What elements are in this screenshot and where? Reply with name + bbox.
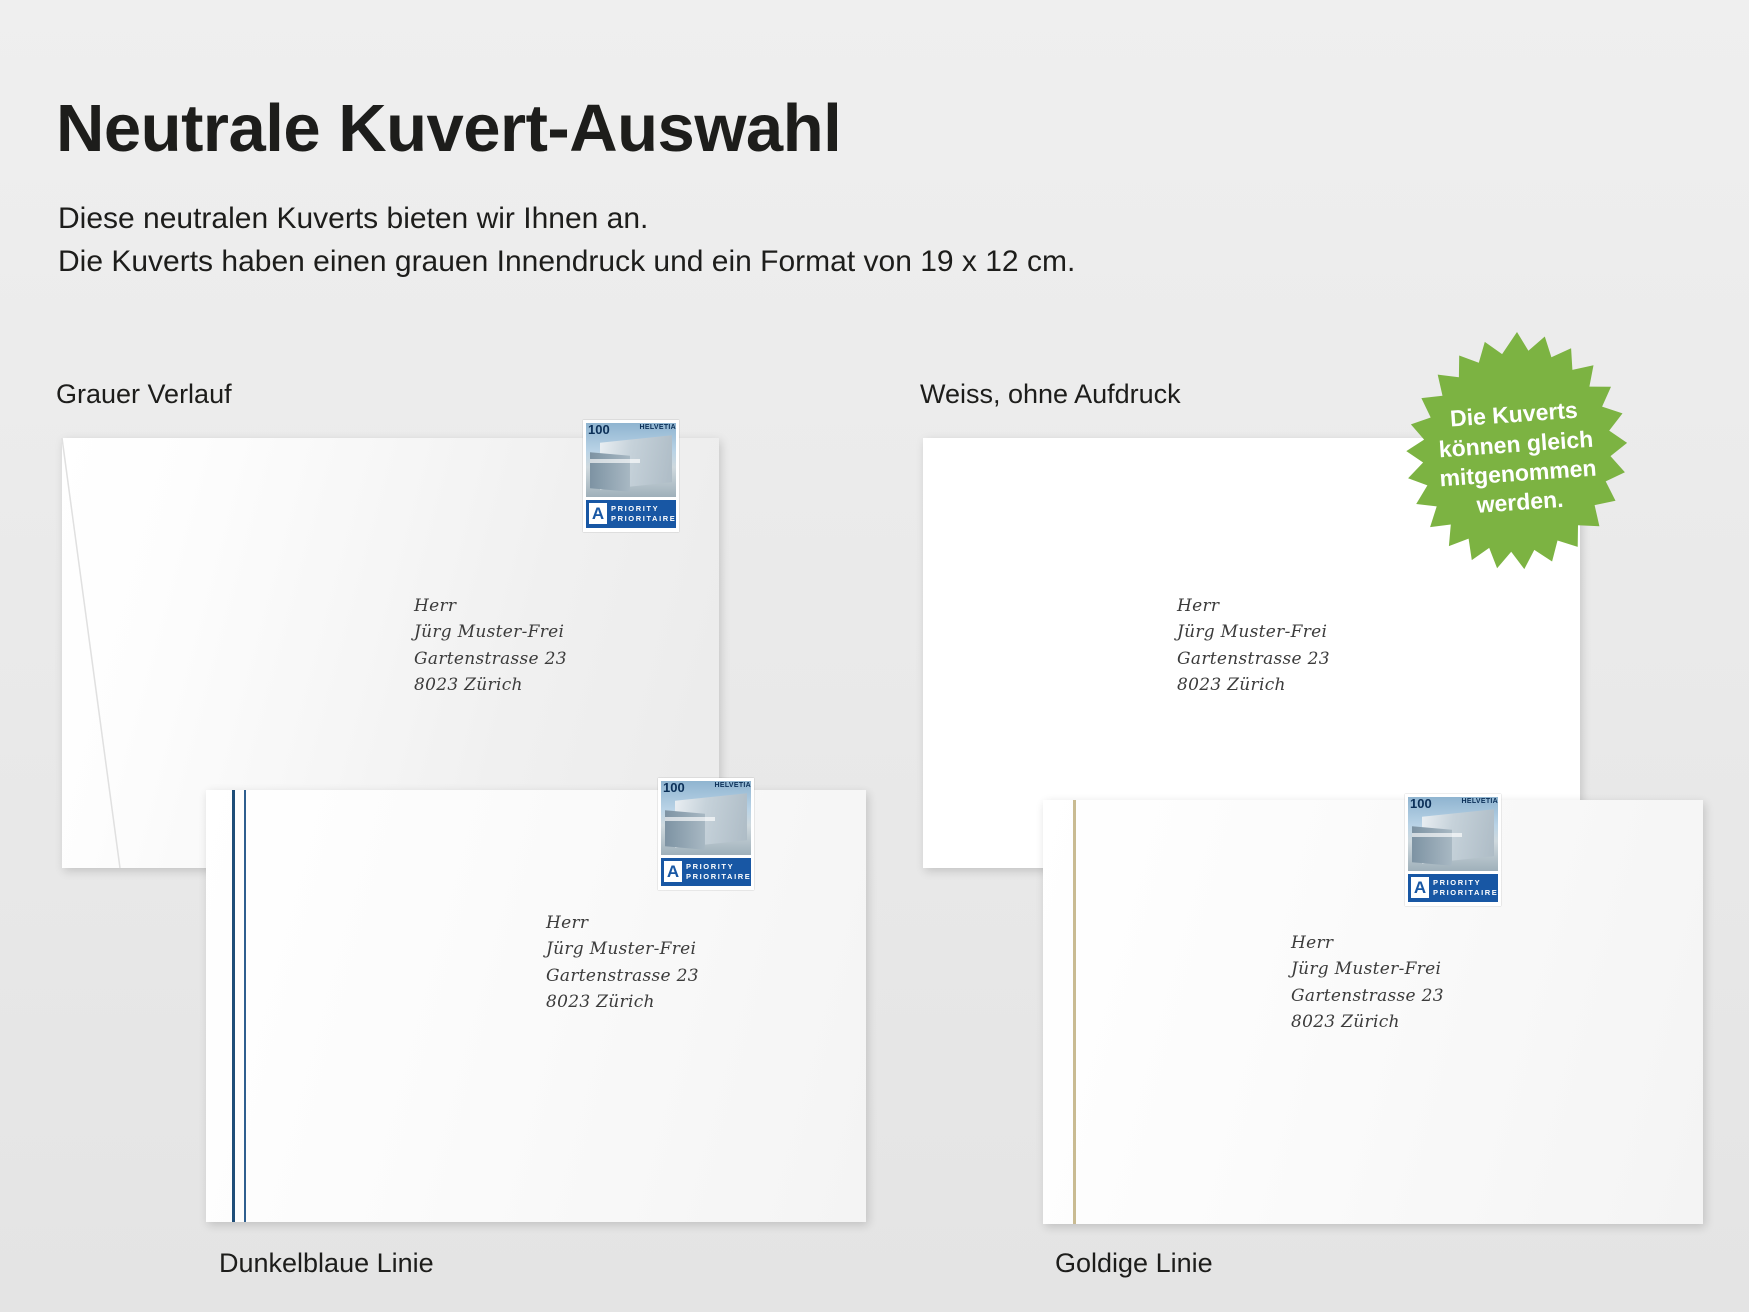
stamp-priority-bar xyxy=(661,858,751,886)
accent-line-dark-blue-primary xyxy=(232,790,235,1222)
stamp-class-letter: A xyxy=(589,503,607,524)
stamp-value: 100 xyxy=(1410,796,1432,811)
address-street: Gartenstrasse 23 xyxy=(546,965,699,986)
intro-line-1: Diese neutralen Kuverts bieten wir Ihnen an. xyxy=(58,202,649,235)
stamp-priority-text xyxy=(611,504,676,524)
envelope-inner-print xyxy=(206,790,866,1222)
stamp-priority-fr: PRIORITAIRE xyxy=(611,514,677,523)
stamp-country: HELVETIA xyxy=(714,782,751,789)
postage-stamp xyxy=(583,420,679,532)
intro-line-2: Die Kuverts haben einen grauen Innendruck und ein Format von 19 x 12 cm. xyxy=(58,244,1076,278)
envelope-dunkelblaue-linie xyxy=(206,780,866,1222)
caption-goldige-linie: Goldige Linie xyxy=(1055,1248,1213,1278)
stamp-priority-text xyxy=(1433,878,1498,898)
address-block xyxy=(1177,593,1330,698)
address-salutation: Herr xyxy=(1177,596,1220,616)
stamp-priority-bar xyxy=(586,500,676,528)
address-salutation: Herr xyxy=(546,913,589,933)
promo-badge-line-3: mitgenommen xyxy=(1438,454,1598,492)
stamp-priority-fr: PRIORITAIRE xyxy=(686,872,752,881)
address-city: 8023 Zürich xyxy=(1177,675,1286,696)
caption-dunkelblaue-linie: Dunkelblaue Linie xyxy=(219,1248,434,1278)
promo-badge-line-2: können gleich xyxy=(1437,425,1594,462)
stamp-value: 100 xyxy=(588,422,610,437)
promo-badge-line-4: werden. xyxy=(1475,486,1565,519)
stamp-priority-de: PRIORITY xyxy=(611,504,660,513)
address-street: Gartenstrasse 23 xyxy=(1177,648,1330,669)
stamp-class-letter: A xyxy=(664,861,682,882)
promo-badge xyxy=(1386,328,1648,590)
stamp-microtext xyxy=(590,459,640,463)
stamp-microtext xyxy=(665,817,715,821)
envelope-goldige-linie xyxy=(1043,796,1703,1224)
stamp-class-letter: A xyxy=(1411,877,1429,898)
address-street: Gartenstrasse 23 xyxy=(414,648,567,669)
stamp-priority-text xyxy=(686,862,751,882)
caption-weiss-ohne-aufdruck: Weiss, ohne Aufdruck xyxy=(920,379,1181,409)
address-name: Jürg Muster-Frei xyxy=(414,622,565,643)
stamp-country: HELVETIA xyxy=(1461,798,1498,805)
address-block xyxy=(1291,930,1444,1035)
address-street: Gartenstrasse 23 xyxy=(1291,985,1444,1006)
accent-line-gold xyxy=(1073,800,1076,1224)
stamp-priority-de: PRIORITY xyxy=(1433,878,1482,887)
caption-grauer-verlauf: Grauer Verlauf xyxy=(56,379,232,409)
address-block xyxy=(546,910,699,1015)
postage-stamp xyxy=(658,778,754,890)
address-name: Jürg Muster-Frei xyxy=(1291,959,1442,980)
page-intro xyxy=(58,198,1075,283)
stamp-priority-de: PRIORITY xyxy=(686,862,735,871)
address-salutation: Herr xyxy=(1291,933,1334,953)
address-name: Jürg Muster-Frei xyxy=(546,939,697,960)
address-name: Jürg Muster-Frei xyxy=(1177,622,1328,643)
stamp-priority-bar xyxy=(1408,874,1498,902)
stamp-priority-fr: PRIORITAIRE xyxy=(1433,888,1499,897)
page-title: Neutrale Kuvert-Auswahl xyxy=(56,90,842,166)
accent-line-dark-blue-secondary xyxy=(244,790,246,1222)
address-city: 8023 Zürich xyxy=(414,675,523,696)
promo-badge-text xyxy=(1377,319,1657,599)
stamp-country: HELVETIA xyxy=(639,424,676,431)
address-city: 8023 Zürich xyxy=(1291,1012,1400,1033)
stamp-microtext xyxy=(1412,833,1462,837)
address-block xyxy=(414,593,567,698)
postage-stamp xyxy=(1405,794,1501,906)
address-salutation: Herr xyxy=(414,596,457,616)
promo-badge-line-1: Die Kuverts xyxy=(1449,396,1579,432)
stamp-value: 100 xyxy=(663,780,685,795)
address-city: 8023 Zürich xyxy=(546,992,655,1013)
